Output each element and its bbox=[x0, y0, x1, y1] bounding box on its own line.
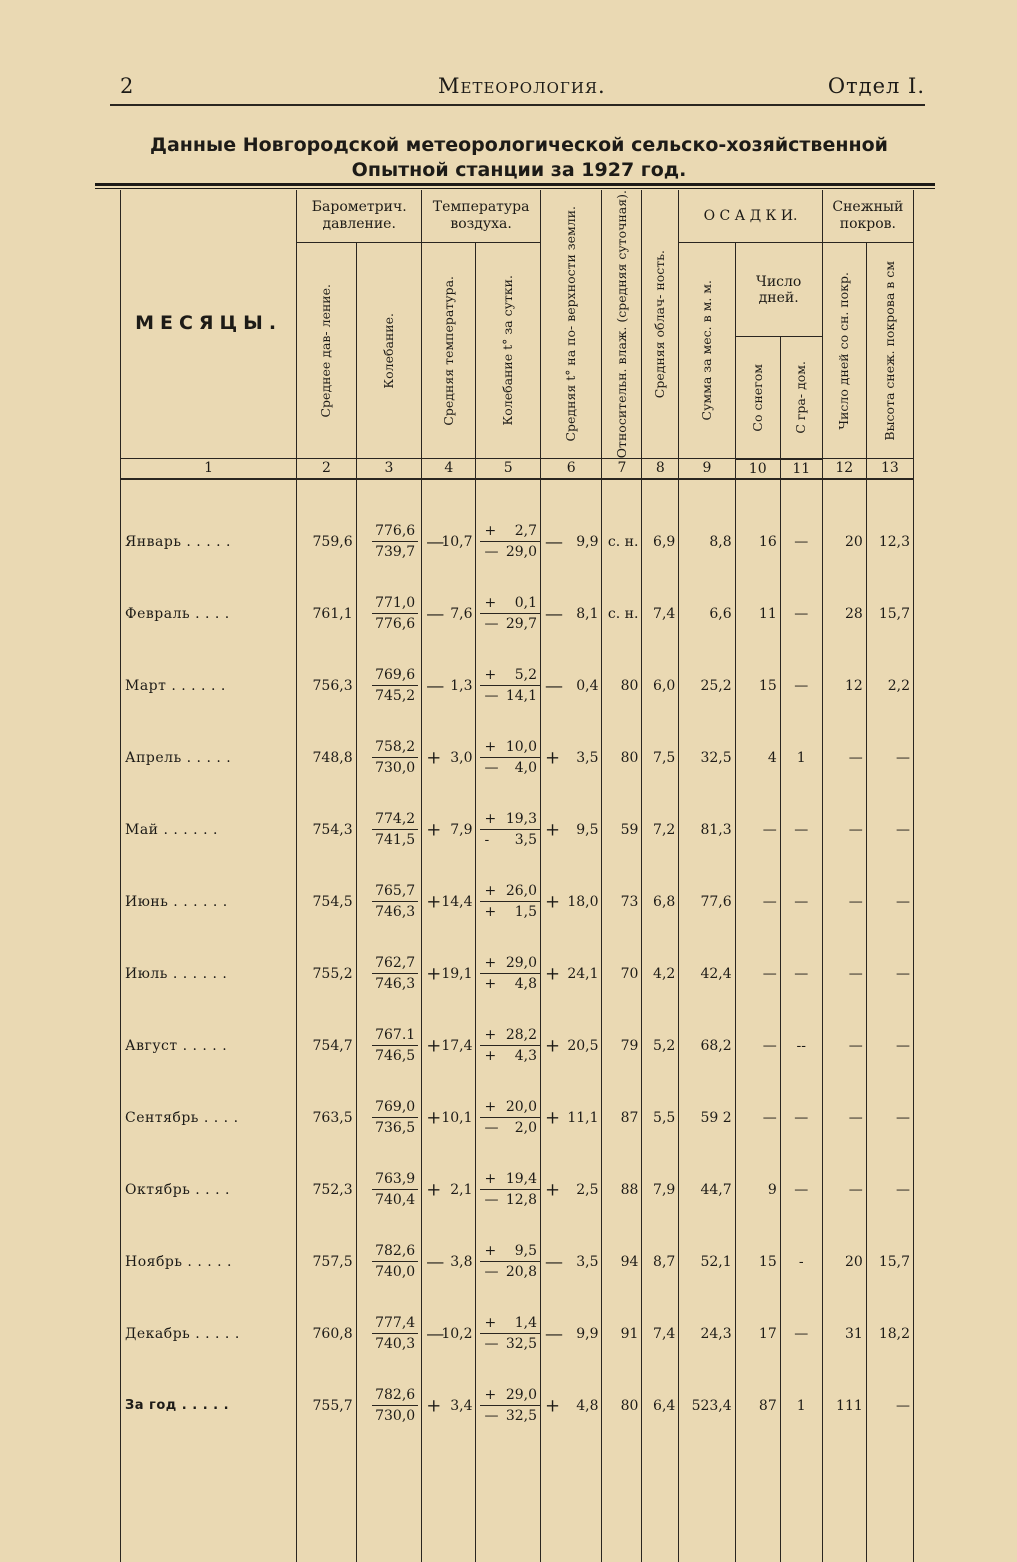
month-cell: Апрель . . . . . bbox=[121, 722, 297, 794]
temp-mean-cell: + 14,4 bbox=[422, 866, 476, 938]
hail-days-cell: — bbox=[780, 506, 822, 578]
temp-range-cell: + 5,2 — 14,1 bbox=[476, 650, 541, 722]
pressure-mean-cell: 755,7 bbox=[297, 1370, 356, 1442]
table-row bbox=[121, 1010, 914, 1082]
snowcover-days-cell: 31 bbox=[822, 1298, 866, 1370]
precip-group-header: О С А Д К И. bbox=[679, 190, 822, 243]
snowcover-height-cell: — bbox=[866, 938, 913, 1010]
snow-days-cell: 11 bbox=[735, 578, 780, 650]
snow-days-header: Со снегом bbox=[735, 337, 780, 459]
baro-group-header: Барометрич. давление. bbox=[297, 190, 422, 243]
month-cell: Июнь . . . . . . bbox=[121, 866, 297, 938]
snowcover-days-cell: — bbox=[822, 722, 866, 794]
snow-days-cell: 17 bbox=[735, 1298, 780, 1370]
month-cell: Февраль . . . . bbox=[121, 578, 297, 650]
snowcover-days-cell: — bbox=[822, 1154, 866, 1226]
humidity-cell: 80 bbox=[602, 650, 642, 722]
snow-days-cell: — bbox=[735, 794, 780, 866]
temp-range-cell: + 29,0 + 4,8 bbox=[476, 938, 541, 1010]
pressure-range-cell: $\frac{767.1}{746,5}$ bbox=[356, 1010, 422, 1082]
temp-range-cell: + 19,4 — 12,8 bbox=[476, 1154, 541, 1226]
temp-group-header: Температура воздуха. bbox=[422, 190, 541, 243]
snowcover-height-cell: — bbox=[866, 866, 913, 938]
precip-sum-cell: 81,3 bbox=[679, 794, 735, 866]
cloud-header: Средняя облач- ность. bbox=[642, 190, 679, 459]
cloud-cell: 5,5 bbox=[642, 1082, 679, 1154]
humidity-cell: 94 bbox=[602, 1226, 642, 1298]
snow-days-cell: — bbox=[735, 1082, 780, 1154]
snow-days-cell: 4 bbox=[735, 722, 780, 794]
temp-range-cell: + 9,5 — 20,8 bbox=[476, 1226, 541, 1298]
pressure-range-cell: $\frac{777,4}{740,3}$ bbox=[356, 1298, 422, 1370]
hail-days-cell: — bbox=[780, 938, 822, 1010]
cloud-cell: 7,4 bbox=[642, 1298, 679, 1370]
soil-temp-cell: — 9,9 bbox=[541, 506, 602, 578]
humidity-cell: с. н. bbox=[602, 578, 642, 650]
temp-mean-cell: — 10,7 bbox=[422, 506, 476, 578]
soil-temp-cell: — 8,1 bbox=[541, 578, 602, 650]
temp-mean-cell: — 1,3 bbox=[422, 650, 476, 722]
table-row bbox=[121, 1226, 914, 1298]
cloud-cell: 7,2 bbox=[642, 794, 679, 866]
hail-days-cell: -- bbox=[780, 1010, 822, 1082]
soil-temp-cell: — 0,4 bbox=[541, 650, 602, 722]
cloud-cell: 5,2 bbox=[642, 1010, 679, 1082]
month-cell: Март . . . . . . bbox=[121, 650, 297, 722]
month-cell: Январь . . . . . bbox=[121, 506, 297, 578]
pressure-mean-cell: 756,3 bbox=[297, 650, 356, 722]
humidity-cell: 80 bbox=[602, 1370, 642, 1442]
hail-days-cell: — bbox=[780, 1298, 822, 1370]
days-group-header: Число дней. bbox=[735, 243, 822, 337]
humidity-cell: 59 bbox=[602, 794, 642, 866]
temp-range-cell: + 19,3 - 3,5 bbox=[476, 794, 541, 866]
snowcover-height-cell: — bbox=[866, 722, 913, 794]
table-row bbox=[121, 578, 914, 650]
snowcover-days-cell: — bbox=[822, 938, 866, 1010]
table-row bbox=[121, 1370, 914, 1442]
precip-sum-cell: 32,5 bbox=[679, 722, 735, 794]
soil-temp-cell: + 20,5 bbox=[541, 1010, 602, 1082]
precip-sum-cell: 52,1 bbox=[679, 1226, 735, 1298]
temp-mean-cell: + 19,1 bbox=[422, 938, 476, 1010]
table-row bbox=[121, 1154, 914, 1226]
snowcover-height-cell: — bbox=[866, 794, 913, 866]
humidity-cell: 70 bbox=[602, 938, 642, 1010]
snow-days-cell: — bbox=[735, 1010, 780, 1082]
cloud-cell: 4,2 bbox=[642, 938, 679, 1010]
temp-range-cell: + 0,1 — 29,7 bbox=[476, 578, 541, 650]
pressure-range-cell: $\frac{782,6}{740,0}$ bbox=[356, 1226, 422, 1298]
soil-temp-cell: + 11,1 bbox=[541, 1082, 602, 1154]
hail-days-cell: — bbox=[780, 1082, 822, 1154]
cloud-cell: 7,5 bbox=[642, 722, 679, 794]
hail-days-cell: 1 bbox=[780, 722, 822, 794]
table-row bbox=[121, 650, 914, 722]
snow-days-cell: 9 bbox=[735, 1154, 780, 1226]
snowcover-height-header: Высота снеж. покрова в см bbox=[866, 243, 913, 459]
table-row bbox=[121, 506, 914, 578]
soil-temp-cell: — 3,5 bbox=[541, 1226, 602, 1298]
pressure-range-cell: $\frac{762,7}{746,3}$ bbox=[356, 938, 422, 1010]
temp-mean-cell: — 10,2 bbox=[422, 1298, 476, 1370]
precip-sum-cell: 8,8 bbox=[679, 506, 735, 578]
month-cell: Октябрь . . . . bbox=[121, 1154, 297, 1226]
month-cell: За год . . . . . bbox=[121, 1370, 297, 1442]
cloud-cell: 7,4 bbox=[642, 578, 679, 650]
hail-days-cell: — bbox=[780, 650, 822, 722]
temp-range-cell: + 28,2 + 4,3 bbox=[476, 1010, 541, 1082]
humidity-header: Относительн. влаж. (средняя суточная). bbox=[602, 190, 642, 459]
month-cell: Ноябрь . . . . . bbox=[121, 1226, 297, 1298]
precip-sum-header: Сумма за мес. в м. м. bbox=[679, 243, 735, 459]
cloud-cell: 8,7 bbox=[642, 1226, 679, 1298]
title-rule-thin bbox=[95, 188, 935, 189]
pressure-mean-cell: 759,6 bbox=[297, 506, 356, 578]
snow-days-cell: 16 bbox=[735, 506, 780, 578]
soil-temp-cell: + 18,0 bbox=[541, 866, 602, 938]
pressure-range-cell: $\frac{774,2}{741,5}$ bbox=[356, 794, 422, 866]
snow-days-cell: 15 bbox=[735, 650, 780, 722]
temp-mean-cell: — 7,6 bbox=[422, 578, 476, 650]
precip-sum-cell: 523,4 bbox=[679, 1370, 735, 1442]
humidity-cell: с. н. bbox=[602, 506, 642, 578]
snowcover-days-cell: 111 bbox=[822, 1370, 866, 1442]
humidity-cell: 87 bbox=[602, 1082, 642, 1154]
hail-days-cell: 1 bbox=[780, 1370, 822, 1442]
precip-sum-cell: 77,6 bbox=[679, 866, 735, 938]
snowcover-days-cell: 28 bbox=[822, 578, 866, 650]
temp-range-cell: + 1,4 — 32,5 bbox=[476, 1298, 541, 1370]
table-row bbox=[121, 1082, 914, 1154]
snowcover-days-cell: 20 bbox=[822, 506, 866, 578]
snowcover-days-cell: — bbox=[822, 1010, 866, 1082]
document-title: Данные Новгородской метеорологической сельско-хозяйственной Опытной станции за 1927 год. bbox=[150, 134, 888, 181]
snowcover-days-cell: 12 bbox=[822, 650, 866, 722]
soil-temp-cell: + 9,5 bbox=[541, 794, 602, 866]
soil-temp-cell: + 3,5 bbox=[541, 722, 602, 794]
humidity-cell: 73 bbox=[602, 866, 642, 938]
temp-range-cell: + 20,0 — 2,0 bbox=[476, 1082, 541, 1154]
temp-mean-cell: + 7,9 bbox=[422, 794, 476, 866]
temp-range-cell: + 10,0 — 4,0 bbox=[476, 722, 541, 794]
table-row bbox=[121, 1298, 914, 1370]
hail-days-cell: — bbox=[780, 1154, 822, 1226]
pressure-mean-cell: 760,8 bbox=[297, 1298, 356, 1370]
pressure-range-cell: $\frac{769,6}{745,2}$ bbox=[356, 650, 422, 722]
snowcover-height-cell: 2,2 bbox=[866, 650, 913, 722]
precip-sum-cell: 6,6 bbox=[679, 578, 735, 650]
snow-days-cell: — bbox=[735, 938, 780, 1010]
section-label: Отдел I. bbox=[827, 74, 925, 98]
cloud-cell: 6,9 bbox=[642, 506, 679, 578]
snowcover-days-cell: — bbox=[822, 866, 866, 938]
snowcover-group-header: Снежный покров. bbox=[822, 190, 913, 243]
column-number-row: 1 2 3 4 5 6 7 8 9 10 11 12 13 bbox=[121, 459, 914, 479]
soil-temp-cell: + 24,1 bbox=[541, 938, 602, 1010]
table-row bbox=[121, 938, 914, 1010]
humidity-cell: 80 bbox=[602, 722, 642, 794]
snowcover-days-cell: — bbox=[822, 1082, 866, 1154]
weather-table bbox=[120, 190, 914, 1562]
soil-temp-header: Средняя t° на по- верхности земли. bbox=[541, 190, 602, 459]
temp-mean-cell: + 10,1 bbox=[422, 1082, 476, 1154]
pressure-mean-cell: 748,8 bbox=[297, 722, 356, 794]
hail-days-cell: - bbox=[780, 1226, 822, 1298]
baro-mean-header: Среднее дав- ление. bbox=[297, 243, 356, 459]
snowcover-height-cell: 12,3 bbox=[866, 506, 913, 578]
title-rule bbox=[95, 183, 935, 186]
pressure-range-cell: $\frac{769,0}{736,5}$ bbox=[356, 1082, 422, 1154]
pressure-range-cell: $\frac{763,9}{740,4}$ bbox=[356, 1154, 422, 1226]
month-cell: Июль . . . . . . bbox=[121, 938, 297, 1010]
pressure-range-cell: $\frac{758,2}{730,0}$ bbox=[356, 722, 422, 794]
month-cell: Декабрь . . . . . bbox=[121, 1298, 297, 1370]
temp-range-cell: + 26,0 + 1,5 bbox=[476, 866, 541, 938]
pressure-mean-cell: 757,5 bbox=[297, 1226, 356, 1298]
temp-range-cell: + 2,7 — 29,0 bbox=[476, 506, 541, 578]
precip-sum-cell: 25,2 bbox=[679, 650, 735, 722]
humidity-cell: 88 bbox=[602, 1154, 642, 1226]
temp-mean-cell: + 2,1 bbox=[422, 1154, 476, 1226]
pressure-mean-cell: 754,3 bbox=[297, 794, 356, 866]
pressure-mean-cell: 752,3 bbox=[297, 1154, 356, 1226]
pressure-mean-cell: 754,7 bbox=[297, 1010, 356, 1082]
pressure-range-cell: $\frac{776,6}{739,7}$ bbox=[356, 506, 422, 578]
pressure-mean-cell: 754,5 bbox=[297, 866, 356, 938]
month-cell: Август . . . . . bbox=[121, 1010, 297, 1082]
snowcover-height-cell: — bbox=[866, 1154, 913, 1226]
temp-mean-cell: + 17,4 bbox=[422, 1010, 476, 1082]
snowcover-height-cell: — bbox=[866, 1082, 913, 1154]
precip-sum-cell: 68,2 bbox=[679, 1010, 735, 1082]
temp-mean-cell: + 3,4 bbox=[422, 1370, 476, 1442]
snowcover-height-cell: 15,7 bbox=[866, 1226, 913, 1298]
month-cell: Май . . . . . . bbox=[121, 794, 297, 866]
soil-temp-cell: + 2,5 bbox=[541, 1154, 602, 1226]
month-cell: Сентябрь . . . . bbox=[121, 1082, 297, 1154]
snowcover-days-cell: — bbox=[822, 794, 866, 866]
temp-mean-cell: + 3,0 bbox=[422, 722, 476, 794]
snowcover-height-cell: 18,2 bbox=[866, 1298, 913, 1370]
table-row bbox=[121, 722, 914, 794]
cloud-cell: 7,9 bbox=[642, 1154, 679, 1226]
pressure-mean-cell: 761,1 bbox=[297, 578, 356, 650]
snowcover-height-cell: — bbox=[866, 1010, 913, 1082]
hail-days-header: С гра- дом. bbox=[780, 337, 822, 459]
hail-days-cell: — bbox=[780, 866, 822, 938]
precip-sum-cell: 42,4 bbox=[679, 938, 735, 1010]
snow-days-cell: 15 bbox=[735, 1226, 780, 1298]
months-header: МЕСЯЦЫ. bbox=[121, 190, 297, 459]
baro-range-header: Колебание. bbox=[356, 243, 422, 459]
humidity-cell: 91 bbox=[602, 1298, 642, 1370]
snow-days-cell: — bbox=[735, 866, 780, 938]
snow-days-cell: 87 bbox=[735, 1370, 780, 1442]
temp-mean-header: Средняя температура. bbox=[422, 243, 476, 459]
hail-days-cell: — bbox=[780, 794, 822, 866]
pressure-range-cell: $\frac{771,0}{776,6}$ bbox=[356, 578, 422, 650]
running-title: Метеорология. bbox=[438, 74, 606, 98]
precip-sum-cell: 44,7 bbox=[679, 1154, 735, 1226]
pressure-range-cell: $\frac{782,6}{730,0}$ bbox=[356, 1370, 422, 1442]
temp-mean-cell: — 3,8 bbox=[422, 1226, 476, 1298]
humidity-cell: 79 bbox=[602, 1010, 642, 1082]
snowcover-height-cell: — bbox=[866, 1370, 913, 1442]
cloud-cell: 6,0 bbox=[642, 650, 679, 722]
table-row bbox=[121, 866, 914, 938]
snowcover-height-cell: 15,7 bbox=[866, 578, 913, 650]
page-header bbox=[110, 74, 925, 106]
cloud-cell: 6,4 bbox=[642, 1370, 679, 1442]
snowcover-days-header: Число дней со сн. покр. bbox=[822, 243, 866, 459]
snowcover-days-cell: 20 bbox=[822, 1226, 866, 1298]
pressure-range-cell: $\frac{765,7}{746,3}$ bbox=[356, 866, 422, 938]
table-row bbox=[121, 794, 914, 866]
soil-temp-cell: + 4,8 bbox=[541, 1370, 602, 1442]
pressure-mean-cell: 755,2 bbox=[297, 938, 356, 1010]
soil-temp-cell: — 9,9 bbox=[541, 1298, 602, 1370]
page-number: 2 bbox=[120, 74, 135, 98]
temp-range-header: Колебание t° за сутки. bbox=[476, 243, 541, 459]
precip-sum-cell: 24,3 bbox=[679, 1298, 735, 1370]
cloud-cell: 6,8 bbox=[642, 866, 679, 938]
temp-range-cell: + 29,0 — 32,5 bbox=[476, 1370, 541, 1442]
precip-sum-cell: 59 2 bbox=[679, 1082, 735, 1154]
hail-days-cell: — bbox=[780, 578, 822, 650]
pressure-mean-cell: 763,5 bbox=[297, 1082, 356, 1154]
